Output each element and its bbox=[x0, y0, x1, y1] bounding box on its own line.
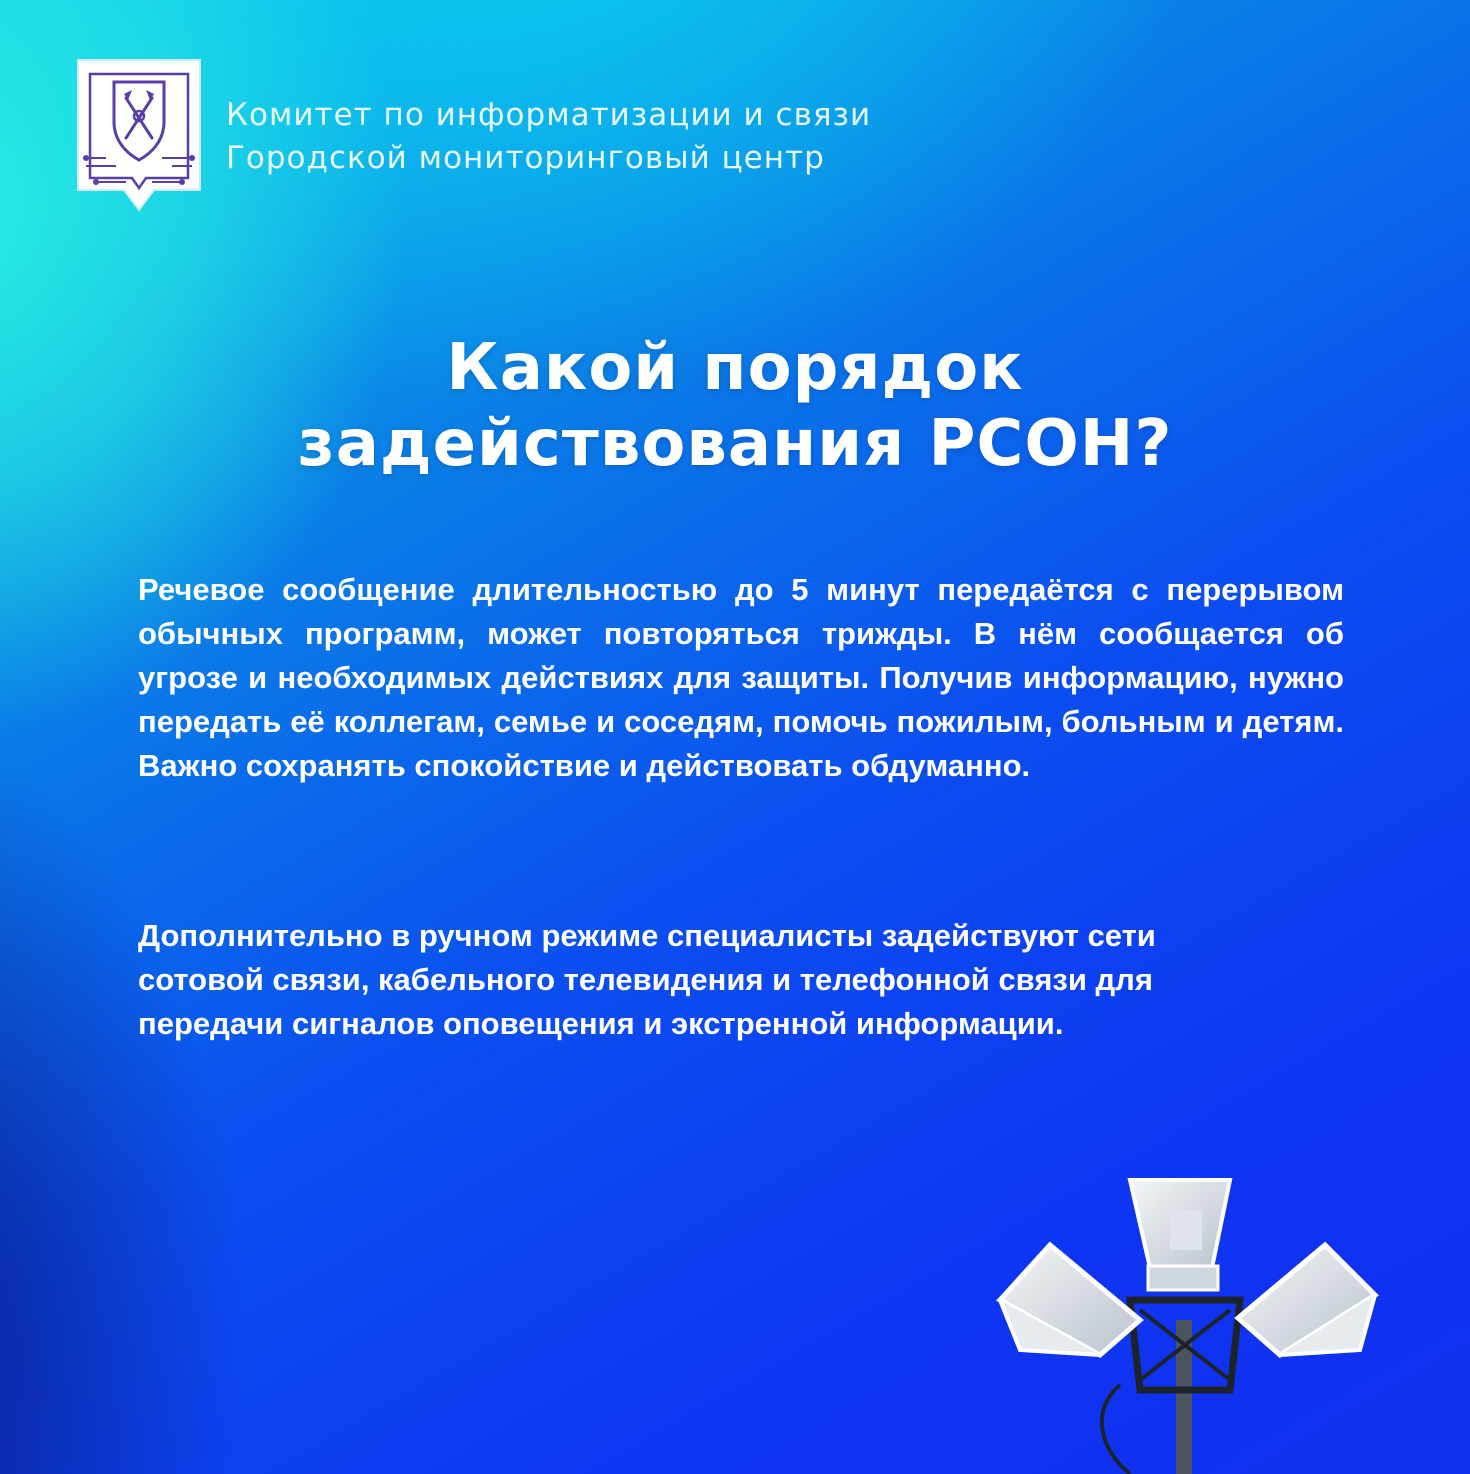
org-line-2: Городской мониторинговый центр bbox=[226, 140, 825, 176]
org-line-1: Комитет по информатизации и связи bbox=[226, 97, 872, 133]
body-paragraph-2: Дополнительно в ручном режиме специалисты задействуют сети сотовой связи, кабельного телевидения и телефонной связи для передачи сигналов оповещения и экстренной информации. bbox=[138, 918, 1156, 1041]
body-paragraph-1: Речевое сообщение длительностью до 5 минут передаётся с перерывом обычных программ, может повторяться трижды. В нём сообщается об угрозе и необходимых действиях для защиты. Получив информацию, нужно передать её коллегам, семье и соседям, помочь пожилым, больным и детям. Важно сохранять спокойствие и действовать обдуманно. bbox=[138, 572, 1344, 783]
title-line-2: задействования РСОН? bbox=[297, 407, 1173, 481]
page-title bbox=[0, 330, 1470, 482]
siren-loudspeaker-icon bbox=[980, 1150, 1400, 1474]
city-coat-of-arms-logo bbox=[76, 58, 202, 214]
title-line-1: Какой порядок bbox=[446, 331, 1024, 405]
organization-name bbox=[226, 94, 871, 180]
